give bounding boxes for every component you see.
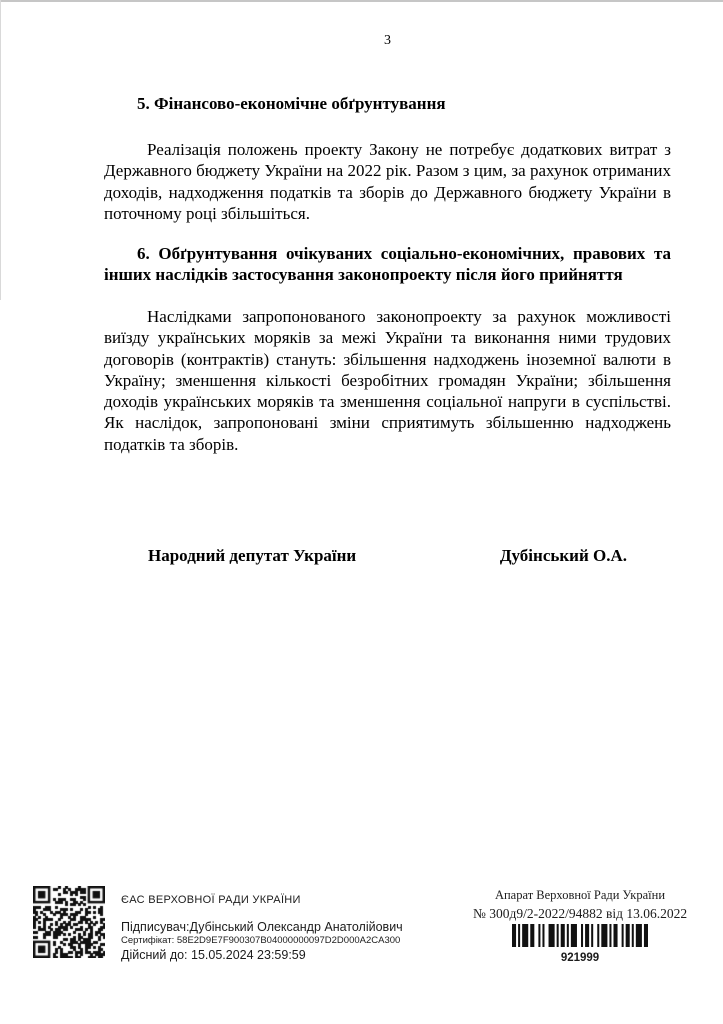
esign-text-block — [121, 886, 403, 962]
section-6-heading: 6. Обґрунтування очікуваних соціально-економічних, правових та інших наслідків застосування законопроекту після його прийняття — [104, 244, 671, 285]
signatory-role: Народний депутат України — [148, 546, 357, 565]
esign-signer: Підписувач:Дубінський Олександр Анатолійович — [121, 920, 403, 934]
section-6-paragraph: Наслідками запропонованого законопроекту за рахунок можливості виїзду українських моряків за межі України та виконання ними трудових договорів (контрактів) стануть: збільшення надходжень іноземної валюти в Україну; зменшення кількості безробітних громадян України; збільшення доходів українських моряків та зменшення соціальної напруги в суспільстві. Як наслідок, запропоновані зміни сприятимуть збільшенню надходжень податків та зборів. — [104, 307, 671, 454]
signatory-name: Дубінський О.А. — [499, 546, 627, 565]
scan-edge-left — [0, 0, 1, 300]
esign-system-name: ЄАС ВЕРХОВНОЇ РАДИ УКРАЇНИ — [121, 894, 301, 906]
section-5-paragraph: Реалізація положень проекту Закону не потребує додаткових витрат з Державного бюджету України на 2022 рік. Разом з цим, за рахунок отриманих доходів, надходження податків та зборів до Державного бюджету України в поточному році збільшіться. — [104, 140, 671, 223]
registration-number: № 300д9/2-2022/94882 від 13.06.2022 — [473, 906, 688, 921]
page-number: 3 — [384, 33, 391, 48]
registration-org: Апарат Верховної Ради України — [494, 888, 666, 902]
signature-row — [104, 546, 671, 566]
esign-certificate: Сертифікат: 58E2D9E7F900307B04000000097D2D000A2CA300 — [121, 935, 401, 946]
scan-edge-top — [0, 0, 723, 2]
barcode-icon — [512, 924, 648, 947]
esign-stamp — [33, 886, 403, 962]
registration-stamp — [473, 888, 687, 964]
section-5-heading: 5. Фінансово-економічне обґрунтування — [137, 94, 446, 113]
qr-code-icon — [33, 886, 105, 958]
esign-validity: Дійсний до: 15.05.2024 23:59:59 — [121, 948, 306, 962]
barcode-number: 921999 — [560, 952, 600, 964]
